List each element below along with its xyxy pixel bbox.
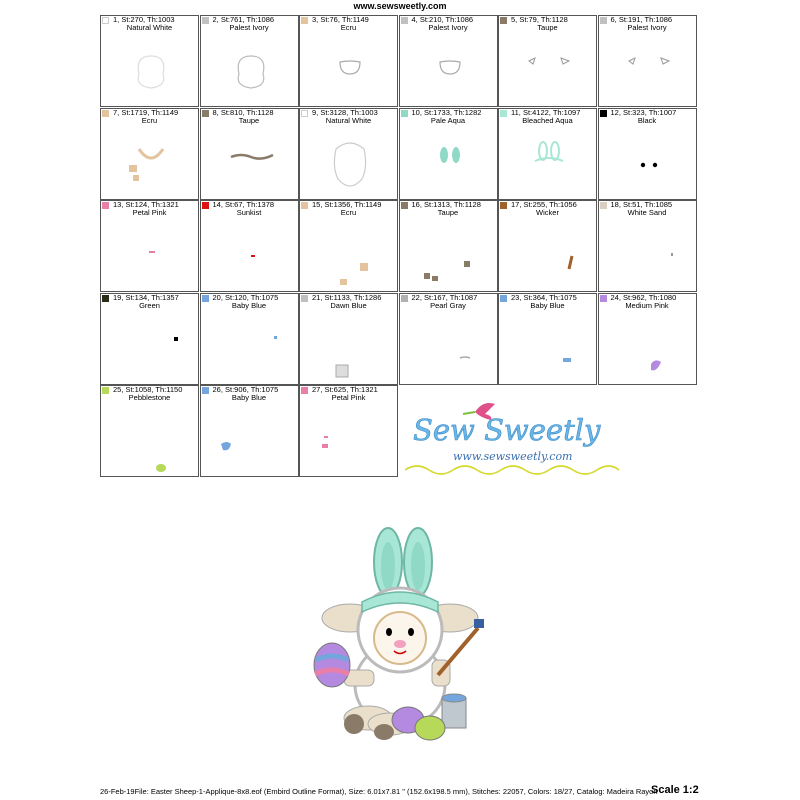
color-name: Natural White xyxy=(325,115,372,125)
easter-sheep-design xyxy=(300,520,500,750)
sew-sweetly-logo xyxy=(405,390,620,475)
color-cell-5 xyxy=(498,15,597,107)
color-swatch xyxy=(202,295,209,302)
color-name: Sunkist xyxy=(236,208,262,217)
color-swatch xyxy=(500,17,507,24)
color-name: Baby Blue xyxy=(231,393,267,402)
color-preview-ears-outline xyxy=(499,34,598,106)
color-cell-27 xyxy=(299,385,398,477)
color-preview-egg-pink xyxy=(300,404,399,476)
color-info: 21, St:1133, Th:1286 xyxy=(312,292,382,302)
color-cell-2 xyxy=(200,15,299,107)
color-name: Taupe xyxy=(537,23,558,32)
color-cell-24 xyxy=(598,293,697,385)
color-preview-paint xyxy=(499,312,598,384)
color-name: Ecru xyxy=(141,115,158,125)
color-preview-nose xyxy=(101,219,200,291)
color-name: Palest Ivory xyxy=(428,23,468,32)
color-swatch xyxy=(301,202,308,209)
color-info: 8, St:810, Th:1128 xyxy=(212,107,274,117)
color-info: 20, St:120, Th:1075 xyxy=(212,292,279,302)
color-swatch xyxy=(202,387,209,394)
color-name: Black xyxy=(637,115,657,125)
color-info: 27, St:625, Th:1321 xyxy=(312,385,378,394)
color-cell-8 xyxy=(200,108,299,200)
color-info: 10, St:1733, Th:1282 xyxy=(411,107,482,117)
color-preview-head xyxy=(201,34,300,106)
color-swatch xyxy=(102,202,109,209)
color-preview-egg-blue xyxy=(201,404,300,476)
color-swatch xyxy=(500,295,507,302)
color-swatch xyxy=(202,17,209,24)
color-swatch xyxy=(401,17,408,24)
color-name: Bleached Aqua xyxy=(522,115,573,125)
color-cell-22 xyxy=(399,293,498,385)
color-swatch xyxy=(202,202,209,209)
color-info: 23, St:364, Th:1075 xyxy=(511,292,577,302)
file-info-footer: 26-Feb-19File: Easter Sheep-1-Applique-8x8.eof (Embird Outline Format), Size: 6.01x7.81 " (152.6x198.5 mm), Stitches: 22057, Colors: 18/27, Catalog: Madeira Rayon xyxy=(100,787,658,796)
color-swatch xyxy=(102,110,109,117)
color-name: Petal Pink xyxy=(331,393,366,402)
color-info: 13, St:124, Th:1321 xyxy=(113,200,179,209)
color-preview-arc xyxy=(101,127,200,199)
color-swatch xyxy=(102,387,109,394)
color-info: 18, St:51, Th:1085 xyxy=(610,200,673,209)
color-cell-25 xyxy=(100,385,199,477)
color-info: 22, St:167, Th:1087 xyxy=(411,292,478,302)
color-cell-15 xyxy=(299,200,398,292)
color-info: 6, St:191, Th:1086 xyxy=(610,15,673,24)
color-cell-17 xyxy=(498,200,597,292)
color-name: Pale Aqua xyxy=(430,115,466,125)
color-preview-face xyxy=(400,34,499,106)
color-name: Ecru xyxy=(340,23,357,32)
logo-brand: Sew Sweetly xyxy=(413,413,601,447)
color-preview-eyes xyxy=(599,127,698,199)
color-preview-can xyxy=(300,312,399,384)
color-info: 17, St:255, Th:1056 xyxy=(511,200,577,209)
color-name: Natural White xyxy=(126,23,173,32)
color-preview-head xyxy=(101,34,200,106)
color-cell-14 xyxy=(200,200,299,292)
color-info: 15, St:1356, Th:1149 xyxy=(312,200,382,209)
color-preview-bunny-ears xyxy=(400,127,499,199)
color-cell-6 xyxy=(598,15,697,107)
color-name: Petal Pink xyxy=(132,208,167,217)
color-name: Taupe xyxy=(437,208,459,217)
color-swatch xyxy=(600,202,607,209)
color-info: 19, St:134, Th:1357 xyxy=(113,292,179,302)
color-preview-egg-purple xyxy=(599,312,698,384)
color-preview-ears-outline xyxy=(599,34,698,106)
color-preview-egg-green xyxy=(101,404,200,476)
color-info: 7, St:1719, Th:1149 xyxy=(113,107,179,117)
color-swatch xyxy=(202,110,209,117)
color-name: Green xyxy=(139,300,160,310)
color-swatch xyxy=(301,295,308,302)
color-name: Dawn Blue xyxy=(330,300,367,310)
color-info: 26, St:906, Th:1075 xyxy=(212,385,279,394)
color-swatch xyxy=(102,17,109,24)
color-cell-1 xyxy=(100,15,199,107)
color-cell-12 xyxy=(598,108,697,200)
color-swatch xyxy=(301,17,308,24)
color-preview-face xyxy=(300,34,399,106)
color-cell-4 xyxy=(399,15,498,107)
color-cell-26 xyxy=(200,385,299,477)
color-cell-10 xyxy=(399,108,498,200)
color-cell-9 xyxy=(299,108,398,200)
color-info: 24, St:962, Th:1080 xyxy=(610,292,677,302)
color-swatch xyxy=(102,295,109,302)
color-info: 2, St:761, Th:1086 xyxy=(212,15,275,24)
color-info: 11, St:4122, Th:1097 xyxy=(511,107,581,117)
color-cell-18 xyxy=(598,200,697,292)
color-info: 14, St:67, Th:1378 xyxy=(212,200,275,209)
color-name: Taupe xyxy=(238,115,260,125)
color-name: Pebblestone xyxy=(128,393,171,402)
color-name: Medium Pink xyxy=(625,300,669,310)
color-preview-blue-dot xyxy=(201,312,300,384)
color-name: Ecru xyxy=(340,208,357,217)
color-cell-3 xyxy=(299,15,398,107)
color-swatch xyxy=(500,110,507,117)
color-name: White Sand xyxy=(627,208,667,217)
color-info: 1, St:270, Th:1003 xyxy=(113,15,175,24)
logo-url: www.sewsweetly.com xyxy=(453,450,573,463)
color-info: 3, St:76, Th:1149 xyxy=(312,15,369,24)
color-name: Baby Blue xyxy=(530,300,565,310)
color-info: 16, St:1313, Th:1128 xyxy=(411,200,481,209)
color-cell-16 xyxy=(399,200,498,292)
color-cell-23 xyxy=(498,293,597,385)
color-cell-19 xyxy=(100,293,199,385)
color-preview-brush xyxy=(499,219,598,291)
scale-label: Scale 1:2 xyxy=(651,784,699,796)
color-info: 12, St:323, Th:1007 xyxy=(610,107,677,117)
color-swatch xyxy=(401,295,408,302)
color-preview-bunny-ears-band xyxy=(499,127,598,199)
color-swatch xyxy=(600,295,607,302)
color-swatch xyxy=(401,110,408,117)
color-swatch xyxy=(301,387,308,394)
color-preview-tiny-dot xyxy=(599,219,698,291)
color-preview-brush-tip xyxy=(101,312,200,384)
color-cell-21 xyxy=(299,293,398,385)
color-preview-hooves-light xyxy=(300,219,399,291)
color-info: 4, St:210, Th:1086 xyxy=(411,15,474,24)
color-preview-can-lip xyxy=(400,312,499,384)
color-swatch xyxy=(301,110,308,117)
color-cell-20 xyxy=(200,293,299,385)
color-info: 9, St:3128, Th:1003 xyxy=(312,107,378,117)
color-name: Palest Ivory xyxy=(229,23,269,32)
site-url[interactable]: www.sewsweetly.com xyxy=(353,1,447,11)
color-swatch xyxy=(600,17,607,24)
color-preview-mouth xyxy=(201,219,300,291)
color-cell-7 xyxy=(100,108,199,200)
color-name: Wicker xyxy=(536,208,559,217)
color-swatch xyxy=(500,202,507,209)
color-name: Pearl Gray xyxy=(430,300,466,310)
color-swatch xyxy=(600,110,607,117)
color-name: Baby Blue xyxy=(231,300,267,310)
color-info: 5, St:79, Th:1128 xyxy=(511,15,568,24)
color-preview-hooves-dark xyxy=(400,219,499,291)
color-cell-11 xyxy=(498,108,597,200)
color-cell-13 xyxy=(100,200,199,292)
color-preview-bar xyxy=(201,127,300,199)
color-swatch xyxy=(401,202,408,209)
color-name: Palest Ivory xyxy=(627,23,667,32)
color-info: 25, St:1058, Th:1150 xyxy=(113,385,183,394)
color-preview-body xyxy=(300,127,399,199)
